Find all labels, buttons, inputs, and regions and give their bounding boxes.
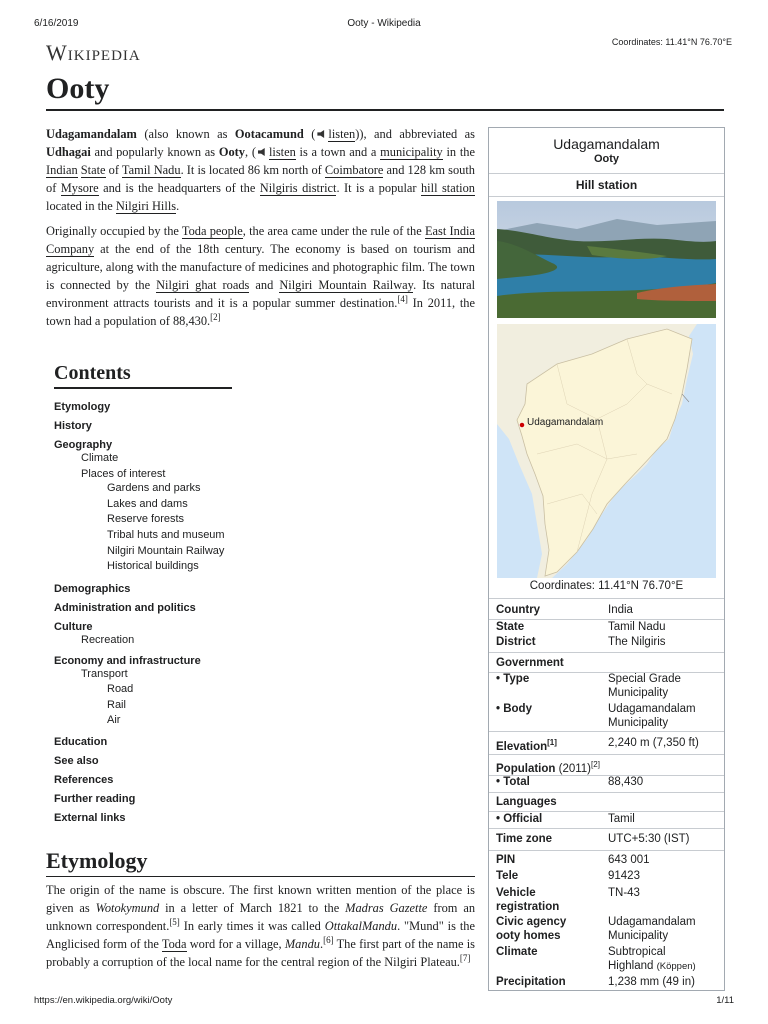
link-toda[interactable]: Toda — [161, 937, 187, 951]
row-label-country: Country — [496, 604, 541, 616]
row-label-civic: Civic agency ooty homes — [496, 916, 567, 942]
toc-item[interactable]: Economy and infrastructure — [54, 655, 201, 667]
link-toda-people[interactable]: Toda people — [181, 224, 243, 238]
row-label-precipitation: Precipitation — [496, 976, 566, 988]
toc-item[interactable]: Demographics — [54, 583, 131, 595]
toc-item[interactable]: Nilgiri Mountain Railway — [107, 545, 225, 557]
row-value-tele: 91423 — [608, 870, 640, 882]
listen-link[interactable]: listen — [268, 145, 296, 159]
row-label-gov-type: • Type — [496, 673, 530, 685]
toc-item[interactable]: Lakes and dams — [107, 498, 188, 510]
link-india[interactable]: Indian — [46, 163, 78, 177]
map-label: Udagamandalam — [527, 417, 604, 428]
row-label-district: District — [496, 636, 536, 648]
toc-item[interactable]: Geography — [54, 439, 113, 451]
toc-item[interactable]: Tribal huts and museum — [107, 529, 225, 541]
row-label-pop-total: • Total — [496, 776, 530, 788]
row-value-vehicle: TN-43 — [608, 887, 640, 899]
location-map[interactable] — [497, 324, 716, 578]
lead-paragraph-2: Originally occupied by the Toda people, the area came under the rule of the East India Company at the end of the 18th century. The economy is based on tourism and agriculture, along with the manufacture of medicines and photographic film. The town is connected by the Nilgiri ghat roads and Nilgiri Mountain Railway. Its natural environment attracts tourists and it is a popular summer destination.[4] In 2011, the town had a population of 88,430.[2] — [46, 224, 476, 328]
wikipedia-logo[interactable] — [46, 40, 141, 66]
logo-text: Wikipedia — [46, 40, 141, 65]
toc-item[interactable]: Reserve forests — [107, 513, 185, 525]
link-municipality[interactable]: municipality — [380, 145, 443, 159]
toc-item[interactable]: History — [54, 420, 92, 432]
ref-6[interactable]: [6] — [323, 934, 334, 945]
row-label-climate: Climate — [496, 946, 538, 958]
coordinates-top[interactable]: Coordinates: 11.41°N 76.70°E — [611, 37, 732, 47]
infobox-divider — [489, 850, 724, 851]
row-label-official: • Official — [496, 813, 543, 825]
toc-item[interactable]: Recreation — [81, 634, 135, 646]
table-of-contents — [54, 362, 294, 824]
link-nilgiri-mountain-railway[interactable]: Nilgiri Mountain Railway — [279, 278, 414, 292]
toc-item[interactable]: Administration and politics — [54, 602, 196, 614]
row-value-elevation: 2,240 m (7,350 ft) — [608, 737, 699, 749]
toc-item[interactable]: Gardens and parks — [107, 482, 201, 494]
toc-item[interactable]: See also — [54, 755, 99, 767]
infobox-divider — [489, 792, 724, 793]
print-date: 6/16/2019 — [34, 18, 79, 29]
row-value-gov-type: Special Grade Municipality — [608, 673, 681, 699]
row-label-state: State — [496, 621, 525, 633]
row-value-country[interactable]: India — [608, 604, 633, 616]
row-value-gov-body: Udagamandalam Municipality — [608, 703, 696, 729]
link-hill-station[interactable]: hill station — [420, 181, 475, 195]
row-label-elevation: Elevation[1] — [496, 738, 557, 753]
row-value-civic: Udagamandalam Municipality — [608, 916, 696, 942]
contents-heading: Contents — [54, 362, 232, 389]
row-label-gov-body: • Body — [496, 703, 532, 715]
infobox-divider — [489, 598, 724, 599]
ref-7[interactable]: [7] — [459, 952, 471, 963]
infobox-divider — [489, 731, 724, 732]
infobox-divider — [489, 196, 724, 197]
ref-2[interactable]: [2] — [210, 311, 221, 322]
infobox-native-name: Ooty — [593, 153, 620, 165]
ref-4[interactable]: [4] — [397, 293, 408, 304]
toc-item[interactable]: Further reading — [54, 793, 136, 805]
infobox-divider — [489, 652, 724, 653]
toc-item[interactable]: Places of interest — [81, 468, 166, 480]
link-mysore[interactable]: Mysore — [60, 181, 99, 195]
link-tamil-nadu[interactable]: Tamil Nadu — [121, 163, 181, 177]
toc-item[interactable]: Air — [107, 714, 121, 726]
speaker-icon[interactable] — [317, 130, 326, 138]
footer-page-number: 1/11 — [716, 995, 734, 1006]
row-value-timezone[interactable]: UTC+5:30 (IST) — [608, 833, 690, 845]
row-value-climate[interactable]: Subtropical Highland (Köppen) — [608, 946, 696, 972]
toc-item[interactable]: Historical buildings — [107, 560, 199, 572]
infobox-coordinates[interactable]: Coordinates: 11.41°N 76.70°E — [529, 580, 684, 592]
row-value-pop-total: 88,430 — [608, 776, 644, 788]
infobox-divider — [489, 754, 724, 755]
infobox — [488, 127, 725, 991]
row-label-vehicle: Vehicle registration — [496, 887, 560, 913]
row-value-precipitation: 1,238 mm (49 in) — [608, 976, 695, 988]
infobox-divider — [489, 828, 724, 829]
lead-paragraph-1: Udagamandalam (also known as Ootacamund ( listen)), and abbreviated as Udhagai and popularly known as Ooty, ( listen is a town and a municipality in the Indian State of Tamil Nadu. It is located 86 km north of Coimbatore and 128 km south of Mysore and is the headquarters of the Nilgiris district. It is a popular hill station located in the Nilgiri Hills. — [46, 127, 475, 213]
lake-photo[interactable] — [497, 201, 716, 318]
link-nilgiri-ghat-roads[interactable]: Nilgiri ghat roads — [156, 278, 250, 292]
row-label-tele: Tele — [496, 870, 519, 882]
link-nilgiris-district[interactable]: Nilgiris district — [259, 181, 337, 195]
row-value-state[interactable]: Tamil Nadu — [608, 621, 666, 633]
infobox-settlement-type: Hill station — [575, 178, 638, 192]
etymology-heading: Etymology — [46, 848, 148, 873]
toc-item[interactable]: Education — [54, 736, 108, 748]
title-divider — [46, 109, 724, 111]
row-value-official[interactable]: Tamil — [608, 813, 635, 825]
toc-item[interactable]: Road — [107, 683, 134, 695]
etymology-paragraph: The origin of the name is obscure. The first known written mention of the place is given as Wotokymund in a letter of March 1821 to the Madras Gazette from an unknown correspondent.[5] In early times it was called OttakalMandu. "Mund" is the Anglicised form of the Toda word for a village, Mandu.[6] The first part of the name is probably a corruption of the local name for the central region of the Nilgiri Plateau.[7] — [46, 883, 476, 969]
location-marker-icon — [519, 422, 524, 427]
toc-item[interactable]: References — [54, 774, 114, 786]
row-label-government: Government — [496, 657, 564, 669]
link-state[interactable]: State — [80, 163, 106, 177]
row-value-pin: 643 001 — [608, 854, 650, 866]
link-east-india-company[interactable]: East India Company — [46, 224, 475, 256]
toc-item[interactable]: Transport — [81, 668, 128, 680]
row-label-population: Population (2011)[2] — [496, 760, 600, 775]
etymology-divider — [46, 876, 475, 877]
row-label-languages: Languages — [496, 796, 557, 808]
toc-item[interactable]: External links — [54, 812, 126, 824]
infobox-name: Udagamandalam — [553, 136, 660, 152]
toc-item[interactable]: Culture — [54, 621, 93, 633]
toc-item[interactable]: Etymology — [54, 401, 111, 413]
print-page-title: Ooty - Wikipedia — [347, 18, 421, 29]
row-label-timezone: Time zone — [496, 833, 553, 845]
footer-url: https://en.wikipedia.org/wiki/Ooty — [34, 995, 173, 1006]
row-value-district[interactable]: The Nilgiris — [608, 636, 666, 648]
page-title: Ooty — [46, 72, 110, 105]
link-coimbatore[interactable]: Coimbatore — [324, 163, 384, 177]
speaker-icon[interactable] — [258, 148, 267, 156]
ref-1[interactable]: [1] — [547, 738, 557, 747]
listen-link[interactable]: listen — [328, 127, 356, 141]
toc-item[interactable]: Climate — [81, 452, 119, 464]
infobox-divider — [489, 173, 724, 174]
link-nilgiri-hills[interactable]: Nilgiri Hills — [115, 199, 177, 213]
ref-5[interactable]: [5] — [169, 916, 180, 927]
row-label-pin: PIN — [496, 854, 516, 866]
toc-item[interactable]: Rail — [107, 699, 126, 711]
ref-2[interactable]: [2] — [591, 760, 600, 769]
